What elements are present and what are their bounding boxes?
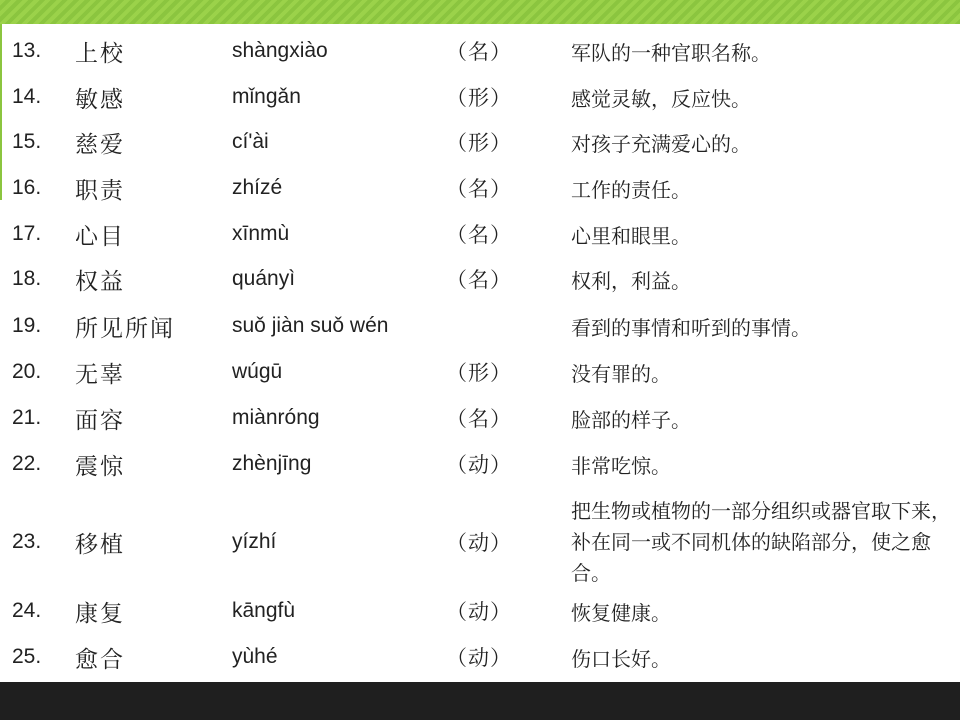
table-row (0, 442, 960, 486)
part-of-speech: （名） (446, 40, 512, 64)
table-row (0, 635, 960, 679)
part-of-speech: （动） (446, 531, 512, 555)
row-number: 19. (12, 314, 42, 337)
definition: 看到的事情和听到的事情。 (571, 315, 811, 340)
definition: 恢复健康。 (571, 600, 671, 625)
definition: 伤口长好。 (571, 646, 671, 671)
definition: 把生物或植物的一部分组织或器官取下来，补在同一或不同机体的缺陷部分，使之愈合。 (571, 498, 951, 585)
row-number: 14. (12, 85, 42, 108)
vocab-word: 康复 (75, 600, 125, 627)
table-row (0, 120, 960, 164)
pinyin: zhízé (232, 176, 283, 199)
pinyin: mǐngǎn (232, 85, 301, 108)
pinyin: quányì (232, 267, 296, 290)
vocab-word: 职责 (75, 177, 125, 204)
pinyin: wúgū (232, 360, 283, 383)
pinyin: zhènjīng (232, 452, 312, 475)
vocab-word: 无辜 (75, 361, 125, 388)
table-row (0, 257, 960, 301)
table-row (0, 75, 960, 119)
table-row (0, 304, 960, 348)
table-row (0, 166, 960, 210)
table-row (0, 396, 960, 440)
pinyin: cí'ài (232, 130, 269, 153)
vocab-word: 慈爱 (75, 131, 125, 158)
bottom-dark-band (0, 682, 960, 720)
row-number: 20. (12, 360, 42, 383)
pinyin: suǒ jiàn suǒ wén (232, 314, 389, 337)
definition: 对孩子充满爱心的。 (571, 131, 751, 156)
table-row (0, 212, 960, 256)
part-of-speech: （形） (446, 86, 512, 110)
row-number: 21. (12, 406, 42, 429)
definition: 脸部的样子。 (571, 407, 691, 432)
row-number: 13. (12, 39, 42, 62)
vocab-word: 震惊 (75, 453, 125, 480)
row-number: 17. (12, 222, 42, 245)
table-row (0, 350, 960, 394)
part-of-speech: （名） (446, 177, 512, 201)
definition: 非常吃惊。 (571, 453, 671, 478)
part-of-speech: （名） (446, 407, 512, 431)
pinyin: yízhí (232, 530, 277, 553)
part-of-speech: （动） (446, 600, 512, 624)
part-of-speech: （形） (446, 361, 512, 385)
vocab-word: 心目 (75, 223, 125, 250)
definition: 感觉灵敏，反应快。 (571, 86, 751, 111)
vocab-word: 权益 (75, 268, 125, 295)
part-of-speech: （名） (446, 223, 512, 247)
row-number: 23. (12, 530, 42, 553)
part-of-speech: （动） (446, 453, 512, 477)
vocab-word: 敏感 (75, 86, 125, 113)
pinyin: xīnmù (232, 222, 290, 245)
vocab-word: 愈合 (75, 646, 125, 673)
part-of-speech: （动） (446, 646, 512, 670)
part-of-speech: （名） (446, 268, 512, 292)
definition: 没有罪的。 (571, 361, 671, 386)
definition: 工作的责任。 (571, 177, 691, 202)
vocab-word: 所见所闻 (75, 315, 175, 342)
pinyin: shàngxiào (232, 39, 328, 62)
pinyin: miànróng (232, 406, 320, 429)
definition: 心里和眼里。 (571, 223, 691, 248)
table-row (0, 589, 960, 633)
row-number: 24. (12, 599, 42, 622)
definition: 权利，利益。 (571, 268, 691, 293)
vocab-word: 上校 (75, 40, 125, 67)
pinyin: kāngfù (232, 599, 296, 622)
row-number: 18. (12, 267, 42, 290)
table-row (0, 29, 960, 73)
top-decorative-bar (0, 0, 960, 24)
part-of-speech: （形） (446, 131, 512, 155)
row-number: 16. (12, 176, 42, 199)
table-row (0, 492, 960, 592)
row-number: 25. (12, 645, 42, 668)
pinyin: yùhé (232, 645, 278, 668)
row-number: 15. (12, 130, 42, 153)
vocab-word: 面容 (75, 407, 125, 434)
vocab-word: 移植 (75, 531, 125, 558)
definition: 军队的一种官职名称。 (571, 40, 771, 65)
row-number: 22. (12, 452, 42, 475)
